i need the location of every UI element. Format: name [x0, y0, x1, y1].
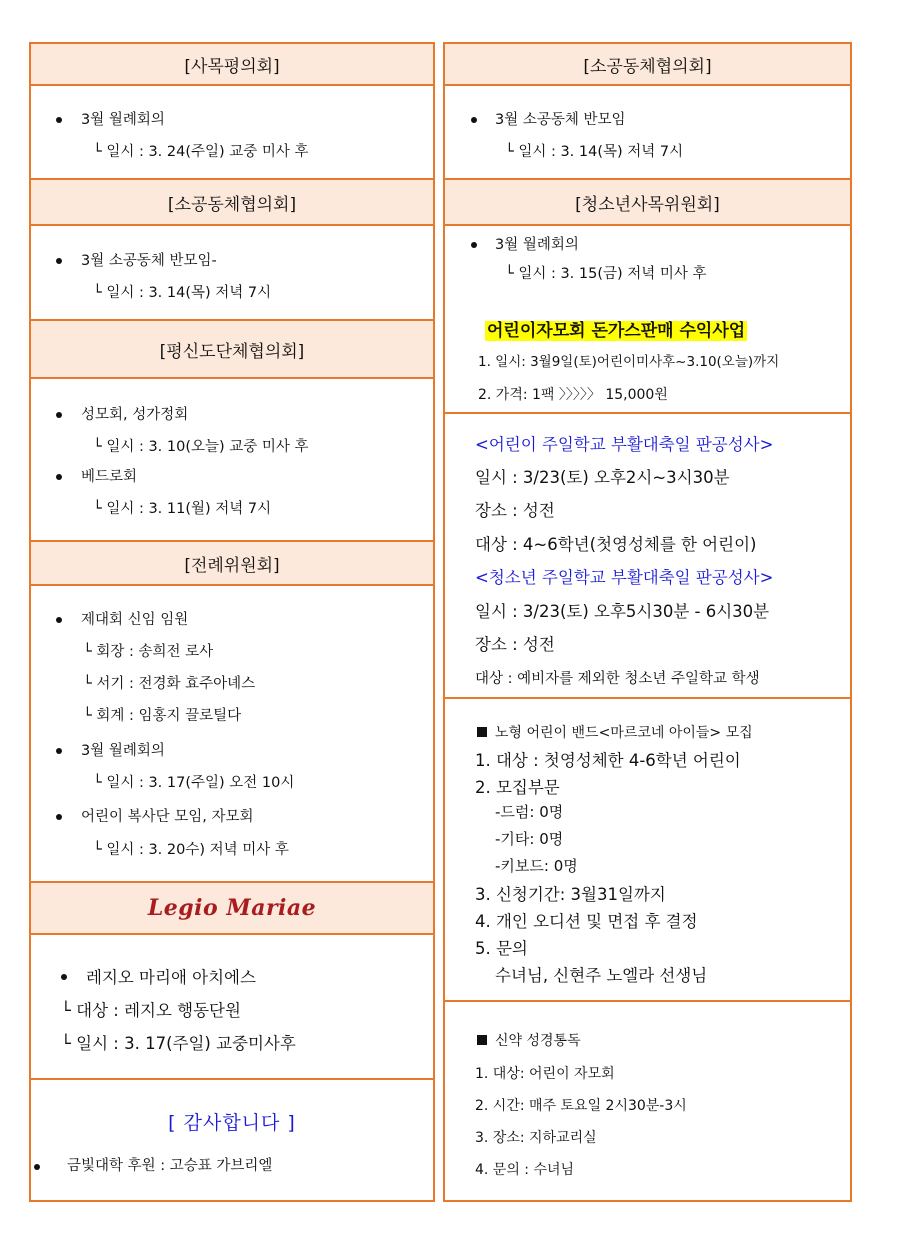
list-item: 성모회, 성가정회	[81, 407, 189, 423]
list-item: 3. 신청기간: 3월31일까지	[475, 885, 666, 904]
band-title: 노형 어린이 밴드<마르코네 아이들> 모집	[477, 722, 753, 742]
list-item: └ 일시 : 3. 14(목) 저녁 7시	[93, 285, 272, 301]
bullet-icon	[56, 117, 62, 123]
list-item: 제대회 신임 임원	[81, 612, 189, 628]
list-item: 1. 대상 : 첫영성체한 4-6학년 어린이	[475, 751, 741, 770]
section-divider	[445, 697, 850, 699]
list-item: 3월 월례회의	[495, 237, 579, 253]
confession-youth-title: <청소년 주일학교 부활대축일 판공성사>	[475, 568, 774, 587]
list-item: 베드로회	[81, 469, 138, 485]
youth-ministry-header	[445, 178, 850, 226]
bullet-icon	[56, 617, 62, 623]
legio-mariae-header	[31, 881, 433, 935]
fundraiser-title: 어린이자모회 돈가스판매 수익사업	[487, 321, 746, 341]
bullet-icon	[61, 974, 67, 980]
list-item: 어린이 복사단 모임, 자모회	[81, 809, 254, 825]
left-column	[29, 42, 435, 1202]
section-title: [청소년사목위원회]	[575, 194, 720, 215]
list-item: └ 회장 : 송희전 로사	[83, 644, 214, 660]
list-item: 5. 문의	[475, 939, 528, 958]
list-item: └ 일시 : 3. 11(월) 저녁 7시	[93, 501, 272, 517]
list-item: 1. 대상: 어린이 자모회	[475, 1066, 615, 1082]
right-column	[443, 42, 852, 1202]
pastoral-council-header	[31, 44, 433, 86]
list-item: 2. 모집부문	[475, 778, 560, 797]
list-item: └ 일시 : 3. 17(주일) 오전 10시	[93, 775, 295, 791]
list-item: 일시 : 3/23(토) 오후5시30분 - 6시30분	[475, 602, 770, 621]
bullet-icon	[56, 258, 62, 264]
list-item: 금빛대학 후원 : 고승표 가브리엘	[67, 1158, 273, 1174]
bible-reading-title: 신약 성경통독	[477, 1030, 581, 1050]
list-item: -기타: 0명	[495, 830, 564, 848]
thanks-title: [ 감사합니다 ]	[168, 1112, 296, 1134]
list-item: 대상 : 4~6학년(첫영성체를 한 어린이)	[475, 535, 757, 554]
lay-groups-header	[31, 319, 433, 379]
bullet-icon	[56, 748, 62, 754]
bullet-icon	[34, 1164, 40, 1170]
list-item: 2. 시간: 매주 토요일 2시30분-3시	[475, 1098, 687, 1114]
section-divider	[445, 1000, 850, 1002]
list-item: └ 일시 : 3. 14(목) 저녁 7시	[505, 144, 684, 160]
list-item: └ 일시 : 3. 20수) 저녁 미사 후	[93, 842, 289, 858]
list-item: └ 일시 : 3. 15(금) 저녁 미사 후	[505, 266, 707, 282]
small-community-header	[445, 44, 850, 86]
square-bullet-icon	[477, 1035, 487, 1045]
list-item: 3월 소공동체 반모임-	[81, 253, 217, 269]
list-item: 3월 월례회의	[81, 743, 165, 759]
list-item: 3월 소공동체 반모임	[495, 112, 626, 128]
list-item: 3월 월례회의	[81, 112, 165, 128]
confession-children-title: <어린이 주일학교 부활대축일 판공성사>	[475, 435, 774, 454]
list-item: 2. 가격: 1팩 〉〉〉〉〉 15,000원	[478, 387, 668, 403]
list-item: 4. 문의 : 수녀님	[475, 1162, 575, 1178]
list-item: 레지오 마리애 아치에스	[86, 968, 256, 987]
small-community-header	[31, 178, 433, 226]
list-item: └ 일시 : 3. 24(주일) 교중 미사 후	[93, 144, 309, 160]
legio-mariae-logo: Legio Mariae	[147, 895, 317, 921]
liturgy-committee-header	[31, 540, 433, 586]
list-item: 대상 : 예비자를 제외한 청소년 주일학교 학생	[475, 671, 760, 687]
list-item: 1. 일시: 3월9일(토)어린이미사후~3.10(오늘)까지	[478, 354, 780, 370]
section-title: [전례위원회]	[184, 555, 280, 576]
section-title: [평신도단체협의회]	[159, 341, 305, 362]
list-item: 장소 : 성전	[475, 501, 555, 520]
bullet-icon	[471, 242, 477, 248]
bullet-icon	[56, 412, 62, 418]
list-item: └ 회계 : 임홍지 끌로틸다	[83, 708, 242, 724]
section-divider	[445, 412, 850, 414]
list-item: └ 대상 : 레지오 행동단원	[61, 1001, 241, 1020]
section-title: [소공동체협의회]	[167, 194, 297, 215]
list-item: 4. 개인 오디션 및 면접 후 결정	[475, 912, 698, 931]
square-bullet-icon	[477, 727, 487, 737]
list-item: 장소 : 성전	[475, 635, 555, 654]
list-item: └ 서기 : 전경화 효주아녜스	[83, 676, 256, 692]
list-item: -키보드: 0명	[495, 857, 578, 875]
bullet-icon	[471, 117, 477, 123]
bullet-icon	[56, 474, 62, 480]
bullet-icon	[56, 814, 62, 820]
list-item: 3. 장소: 지하교리실	[475, 1130, 597, 1146]
list-item: 수녀님, 신현주 노엘라 선생님	[495, 966, 708, 985]
section-title: [사목평의회]	[184, 56, 280, 77]
section-divider	[31, 1078, 433, 1080]
section-title: [소공동체협의회]	[583, 56, 712, 77]
list-item: -드럼: 0명	[495, 803, 564, 821]
list-item: 일시 : 3/23(토) 오후2시~3시30분	[475, 468, 730, 487]
list-item: └ 일시 : 3. 10(오늘) 교중 미사 후	[93, 439, 309, 455]
list-item: └ 일시 : 3. 17(주일) 교중미사후	[61, 1034, 296, 1053]
